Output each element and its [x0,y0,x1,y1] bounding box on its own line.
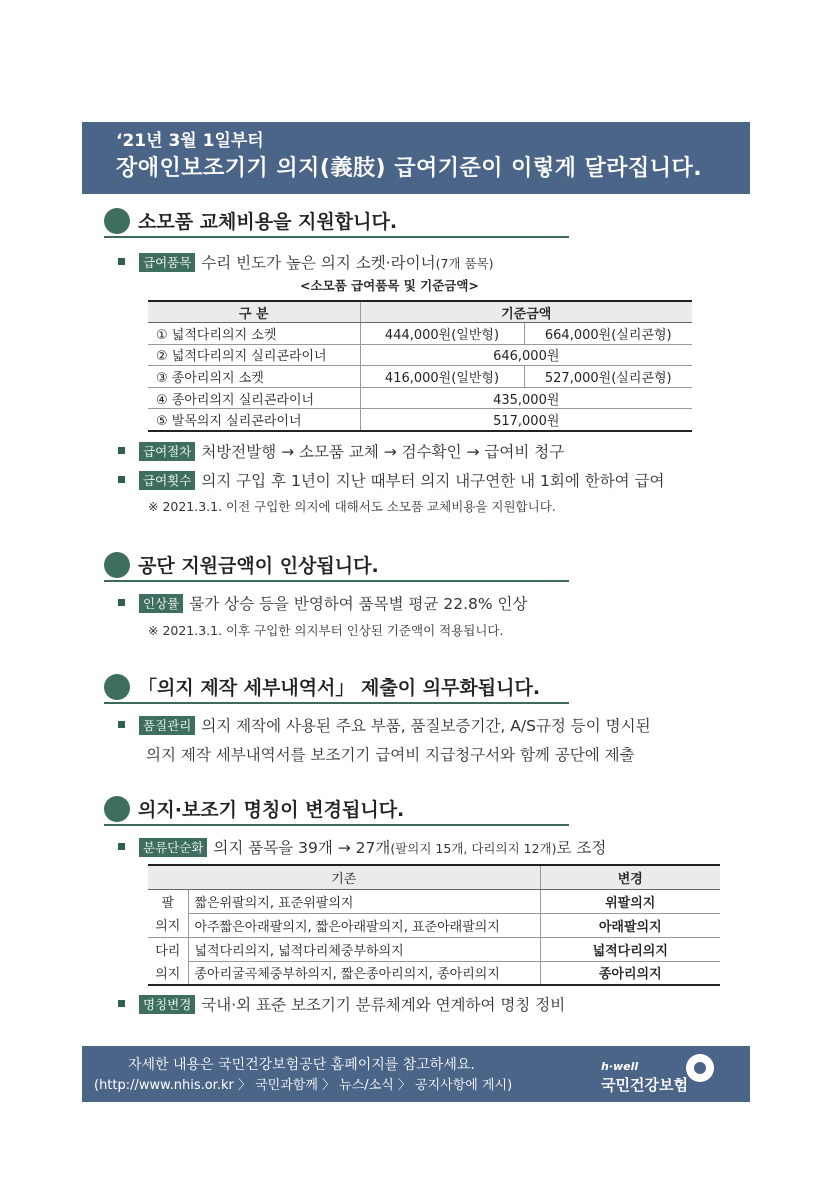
list-item-name-change [118,994,565,1016]
consumables-table [148,300,692,432]
tag-label: 분류단순화 [139,838,207,857]
table-header-amount: 기준금액 [360,301,692,323]
item-text: 의지 구입 후 1년이 지난 때부터 의지 내구연한 내 1회에 한하여 급여 [201,472,665,490]
tag-label: 급여횟수 [139,471,195,490]
table-header-new: 변경 [540,865,720,889]
list-item-benefit-frequency [118,470,665,492]
footer-link-path: (http://www.nhis.or.kr 〉 국민과함께 〉 뉴스/소식 〉 공지사항에 게시) [94,1078,513,1093]
tag-label: 명칭변경 [139,995,195,1014]
square-bullet-icon [118,447,125,454]
table-caption: <소모품 급여품목 및 기준금액> [300,278,479,293]
table-cell-amount: 517,000원 [360,409,692,431]
table-cell-amount: 664,000원(실리콘형) [524,323,692,345]
table-row [148,961,720,985]
circle-bullet-icon [104,674,130,700]
note-text: ※ 2021.3.1. 이후 구입한 의지부터 인상된 기준액이 적용됩니다. [148,623,504,638]
page-title: 장애인보조기기 의지(義肢) 급여기준이 이렇게 달라집니다. [116,156,703,181]
item-continuation-text: 의지 제작 세부내역서를 보조기기 급여비 지급청구서와 함께 공단에 제출 [146,746,635,764]
table-row [148,387,692,409]
table-cell-amount: 646,000원 [360,344,692,366]
tag-label: 급여절차 [139,442,195,461]
table-cell-name: ① 넓적다리의지 소켓 [148,323,360,345]
table-cell-new: 위팔의지 [540,889,720,913]
item-text: 국내·외 표준 보조기기 분류체계와 연계하여 명칭 정비 [201,996,566,1014]
table-cell-name: ⑤ 발목의지 실리콘라이너 [148,409,360,431]
rename-table [148,864,720,986]
list-item-simplification [118,837,606,860]
table-cell-new: 아래팔의지 [540,913,720,937]
table-row [148,889,720,913]
header-date-line: ‘21년 3월 1일부터 [116,131,264,151]
table-cell-category: 의지 [148,913,188,937]
section-heading-detail-statement [104,670,569,704]
table-cell-category: 팔 [161,895,175,911]
header-banner [82,122,750,194]
section-heading-consumables [104,204,569,238]
section-heading-text: 소모품 교체비용을 지원합니다. [138,211,398,233]
square-bullet-icon [118,476,125,483]
table-cell-old: 넓적다리의지, 넓적다리체중부하의지 [188,937,540,961]
item-small-text: (팔의지 15개, 다리의지 12개) [390,841,557,856]
brand-tagline: h·well [601,1060,639,1073]
list-item-increase-rate [118,593,528,615]
footer-banner [82,1046,750,1102]
list-item-benefit-items [118,252,493,275]
nhis-logo-icon [686,1054,714,1082]
table-cell-category: 다리 [155,943,181,959]
circle-bullet-icon [104,796,130,822]
square-bullet-icon [118,1000,125,1007]
item-text: 수리 빈도가 높은 의지 소켓·라이너 [201,254,436,272]
item-text: 의지 제작에 사용된 주요 부품, 품질보증기간, A/S규정 등이 명시된 [201,717,651,735]
section-heading-text: 「의지 제작 세부내역서」 제출이 의무화됩니다. [138,677,541,699]
square-bullet-icon [118,843,125,850]
note-text: ※ 2021.3.1. 이전 구입한 의지에 대해서도 소모품 교체비용을 지원합니다. [148,499,556,514]
table-cell-amount: 527,000원(실리콘형) [524,366,692,388]
table-cell-old: 아주짧은아래팔의지, 짧은아래팔의지, 표준아래팔의지 [188,913,540,937]
table-cell-old: 종아리굴곡체중부하의지, 짧은종아리의지, 종아리의지 [188,961,540,985]
square-bullet-icon [118,258,125,265]
list-item-benefit-procedure [118,441,564,463]
table-cell-category: 의지 [148,961,188,985]
table-cell-amount: 435,000원 [360,387,692,409]
item-text: 의지 품목을 39개 → 27개 [213,839,391,857]
tag-label: 급여품목 [139,253,195,272]
table-header-category: 구 분 [148,301,360,323]
table-header-old: 기존 [148,865,540,889]
square-bullet-icon [118,599,125,606]
table-cell-name: ② 넓적다리의지 실리콘라이너 [148,344,360,366]
table-row [148,409,692,431]
list-item-quality-control [118,715,651,737]
square-bullet-icon [118,721,125,728]
tag-label: 인상률 [139,594,183,613]
table-row [148,323,692,345]
circle-bullet-icon [104,208,130,234]
table-row [148,344,692,366]
section-heading-support-increase [104,548,569,582]
brand-name: 국민건강보험 [601,1076,688,1094]
table-row [148,913,720,937]
table-cell-amount: 444,000원(일반형) [360,323,524,345]
table-cell-new: 종아리의지 [540,961,720,985]
tag-label: 품질관리 [139,716,195,735]
table-cell-new: 넓적다리의지 [540,937,720,961]
table-cell-name: ③ 종아리의지 소켓 [148,366,360,388]
item-small-text: (7개 품목) [435,256,494,271]
table-row [148,366,692,388]
section-heading-text: 공단 지원금액이 인상됩니다. [138,555,379,577]
item-text: 처방전발행 → 소모품 교체 → 검수확인 → 급여비 청구 [201,443,565,461]
table-cell-amount: 416,000원(일반형) [360,366,524,388]
item-text: 물가 상승 등을 반영하여 품목별 평균 22.8% 인상 [189,595,528,613]
section-heading-name-change [104,792,569,826]
table-row [148,937,720,961]
table-cell-old: 짧은위팔의지, 표준위팔의지 [188,889,540,913]
section-heading-text: 의지·보조기 명칭이 변경됩니다. [138,799,405,821]
footer-line1: 자세한 내용은 국민건강보험공단 홈페이지를 참고하세요. [128,1057,475,1073]
table-cell-name: ④ 종아리의지 실리콘라이너 [148,387,360,409]
circle-bullet-icon [104,552,130,578]
item-text-tail: 로 조정 [556,839,607,857]
